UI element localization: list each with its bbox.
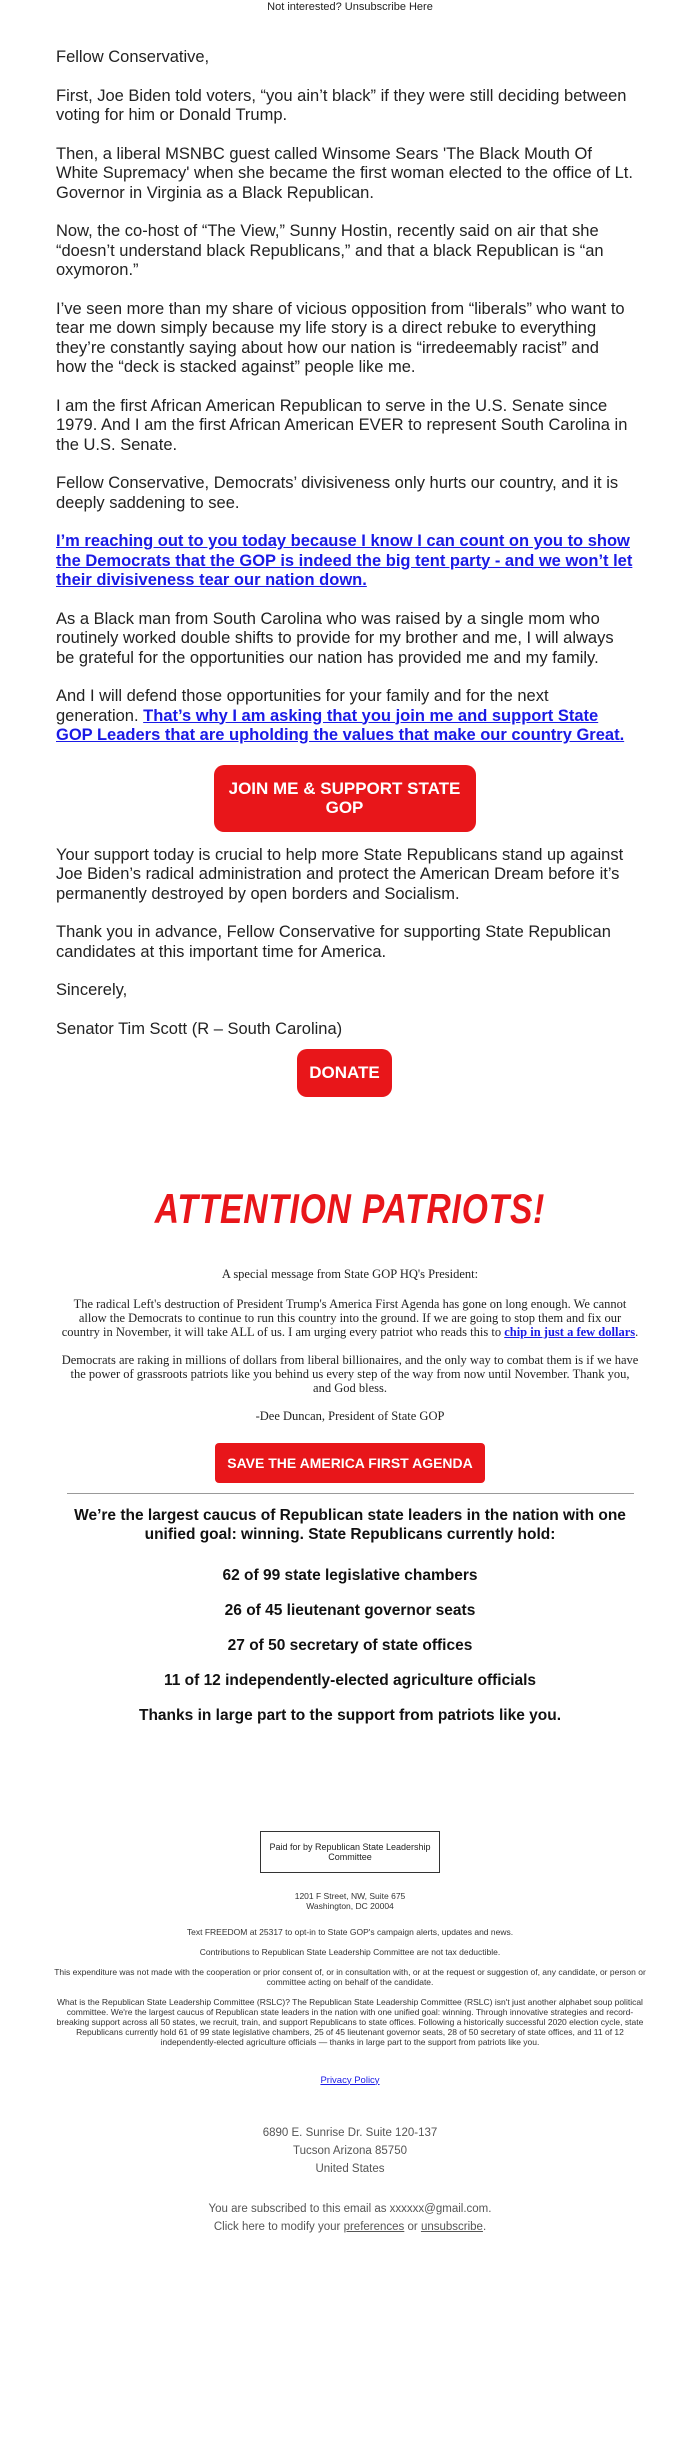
letter-paragraph: As a Black man from South Carolina who was raised by a single mom who routinely worked double shifts to provide for my brother and me, I will always be grateful for the opportunities our nation has provided me and my family. (56, 609, 614, 667)
save-agenda-button[interactable]: SAVE THE AMERICA FIRST AGENDA (215, 1443, 485, 1483)
caucus-stat: 26 of 45 lieutenant governor seats (224, 1601, 476, 1619)
special-paragraph (60, 1297, 640, 1339)
signature: Senator Tim Scott (R – South Carolina) (56, 1019, 343, 1038)
footer-subscription (0, 2200, 700, 2236)
letter-paragraph (56, 687, 633, 746)
letter-paragraph: Thank you in advance, Fellow Conservative for supporting State Republican candidates at this important time for America. (56, 923, 611, 961)
special-text-end: . (635, 1324, 639, 1339)
special-paragraph: Democrats are raking in millions of dollars from liberal billionaires, and the only way to combat them is if we have the power of grassroots patriots like you behind us every step of the way from now until November. Thank you, and God bless. (61, 1352, 639, 1395)
privacy-policy-link[interactable]: Privacy Policy (320, 2074, 380, 2086)
save-button-wrap (0, 1443, 700, 1483)
special-text: The radical Left's destruction of President Trump's America First Agenda has gone on long enough. We cannot allow the Democrats to continue to run this country into the ground. If we are going to stop them and fix our country in November, it will take ALL of us. I am urging every patriot who reads this to (61, 1296, 627, 1339)
join-support-button[interactable]: JOIN ME & SUPPORT STATE GOP (214, 765, 476, 832)
caucus-section (0, 1506, 700, 1725)
attention-headline: ATTENTION PATRIOTS! (154, 1184, 546, 1232)
special-intro: A special message from State GOP HQ's President: (221, 1266, 479, 1281)
address-line: Washington, DC 20004 (306, 1900, 394, 1911)
rslc-about: What is the Republican State Leadership Committee (RSLC)? The Republican State Leadership Committee (RSLC) isn't just another alphabet soup political committee. We're the largest caucus of Republican state leaders in the nation with one unified goal: winning. Through innovative strategies and record-breaking support across all 50 states, we recruit, train, and support Republicans to state offices. Following a historically successful 2020 election cycle, state Republicans currently hold 61 of 99 state legislative chambers, 25 of 45 lieutenant governor seats, 28 of 50 secretary of state offices, and 11 of 12 independently-elected agriculture officials — thanks in large part to the support from patriots like you. (56, 1996, 644, 2047)
special-message (0, 1267, 700, 1423)
modify-text: or (404, 2220, 421, 2233)
letter-paragraph: I’ve seen more than my share of vicious opposition from “liberals” who want to tear me down simply because my life story is a direct rebuke to everything they’re constantly saying about how our nation is “irredeemably racist” and how the “deck is stacked against” people like me. (56, 299, 625, 376)
letter-paragraph: I am the first African American Republican to serve in the U.S. Senate since 1979. And I am the first African American EVER to represent South Carolina in the U.S. Senate. (56, 396, 628, 454)
contributions-note: Contributions to Republican State Leadership Committee are not tax deductible. (199, 1946, 501, 1957)
caucus-intro: We’re the largest caucus of Republican state leaders in the nation with one unified goal: winning. State Republicans currently hold: (74, 1506, 626, 1543)
paid-for-box: Paid for by Republican State Leadership Committee (260, 1831, 440, 1873)
greeting: Fellow Conservative, (56, 48, 210, 66)
footer-address-line: United States (315, 2162, 385, 2175)
signoff: Sincerely, (56, 981, 128, 999)
footer-address-line: Tucson Arizona 85750 (292, 2144, 407, 2157)
letter-paragraph: Your support today is crucial to help more State Republicans stand up against Joe Biden’s radical administration and protect the American Dream before it’s permanently destroyed by open borders and Socialism. (56, 845, 624, 903)
unsubscribe-footer-link[interactable]: unsubscribe (420, 2220, 483, 2233)
text-freedom: Text FREEDOM at 25317 to opt-in to State GOP's campaign alerts, updates and news. (186, 1926, 514, 1937)
letter-paragraph: First, Joe Biden told voters, “you ain’t black” if they were still deciding between voting for him or Donald Trump. (56, 86, 627, 124)
donate-button[interactable]: DONATE (297, 1049, 392, 1097)
footer-address (0, 2124, 700, 2178)
donate-button-wrap (56, 1049, 633, 1097)
caucus-stat: 62 of 99 state legislative chambers (222, 1566, 478, 1584)
modify-text: Click here to modify your (213, 2220, 344, 2233)
president-signature: -Dee Duncan, President of State GOP (255, 1408, 445, 1423)
preferences-link[interactable]: preferences (343, 2220, 405, 2233)
caucus-stat: 11 of 12 independently-elected agriculture officials (163, 1671, 537, 1689)
divider (67, 1493, 634, 1494)
attention-banner (0, 1185, 700, 1245)
unsubscribe-link[interactable]: Not interested? Unsubscribe Here (267, 1, 433, 13)
address-line: 1201 F Street, NW, Suite 675 (294, 1890, 406, 1901)
support-gop-link[interactable]: That’s why I am asking that you join me and support State GOP Leaders that are upholding the values that make our country Great. (56, 706, 625, 744)
legal-section (0, 1891, 700, 2086)
footer-address-line: 6890 E. Sunrise Dr. Suite 120-137 (262, 2126, 438, 2139)
letter-body (0, 14, 700, 1097)
subscribed-note: You are subscribed to this email as xxxxxx@gmail.com. (208, 2202, 492, 2215)
expenditure-note: This expenditure was not made with the cooperation or prior consent of, or in consultation with, or at the request or suggestion of, any candidate, or person or committee acting on behalf of the candidate. (54, 1966, 646, 1987)
letter-paragraph (56, 532, 633, 591)
privacy-wrap (53, 2075, 647, 2086)
modify-line (0, 2218, 700, 2236)
letter-paragraph: Now, the co-host of “The View,” Sunny Hostin, recently said on air that she “doesn’t understand black Republicans,” and that a black Republican is “an oxymoron.” (56, 222, 604, 279)
modify-text: . (482, 2220, 487, 2233)
caucus-stat: 27 of 50 secretary of state offices (227, 1636, 473, 1654)
chip-in-link[interactable]: chip in just a few dollars (504, 1324, 636, 1339)
letter-paragraph: Fellow Conservative, Democrats’ divisiveness only hurts our country, and it is deeply saddening to see. (56, 474, 619, 512)
caucus-thanks: Thanks in large part to the support from patriots like you. (139, 1706, 561, 1724)
join-button-wrap (56, 765, 633, 832)
defend-text: And I will defend those opportunities for your family and for the next generation. (56, 687, 549, 725)
letter-paragraph: Then, a liberal MSNBC guest called Winsome Sears 'The Black Mouth Of White Supremacy' when she became the first woman elected to the office of Lt. Governor in Virginia as a Black Republican. (56, 144, 633, 202)
gop-big-tent-link[interactable]: I’m reaching out to you today because I know I can count on you to show the Democrats that the GOP is indeed the big tent party - and we won’t let their divisiveness tear our nation down. (56, 532, 633, 589)
committee-address (53, 1891, 647, 1911)
